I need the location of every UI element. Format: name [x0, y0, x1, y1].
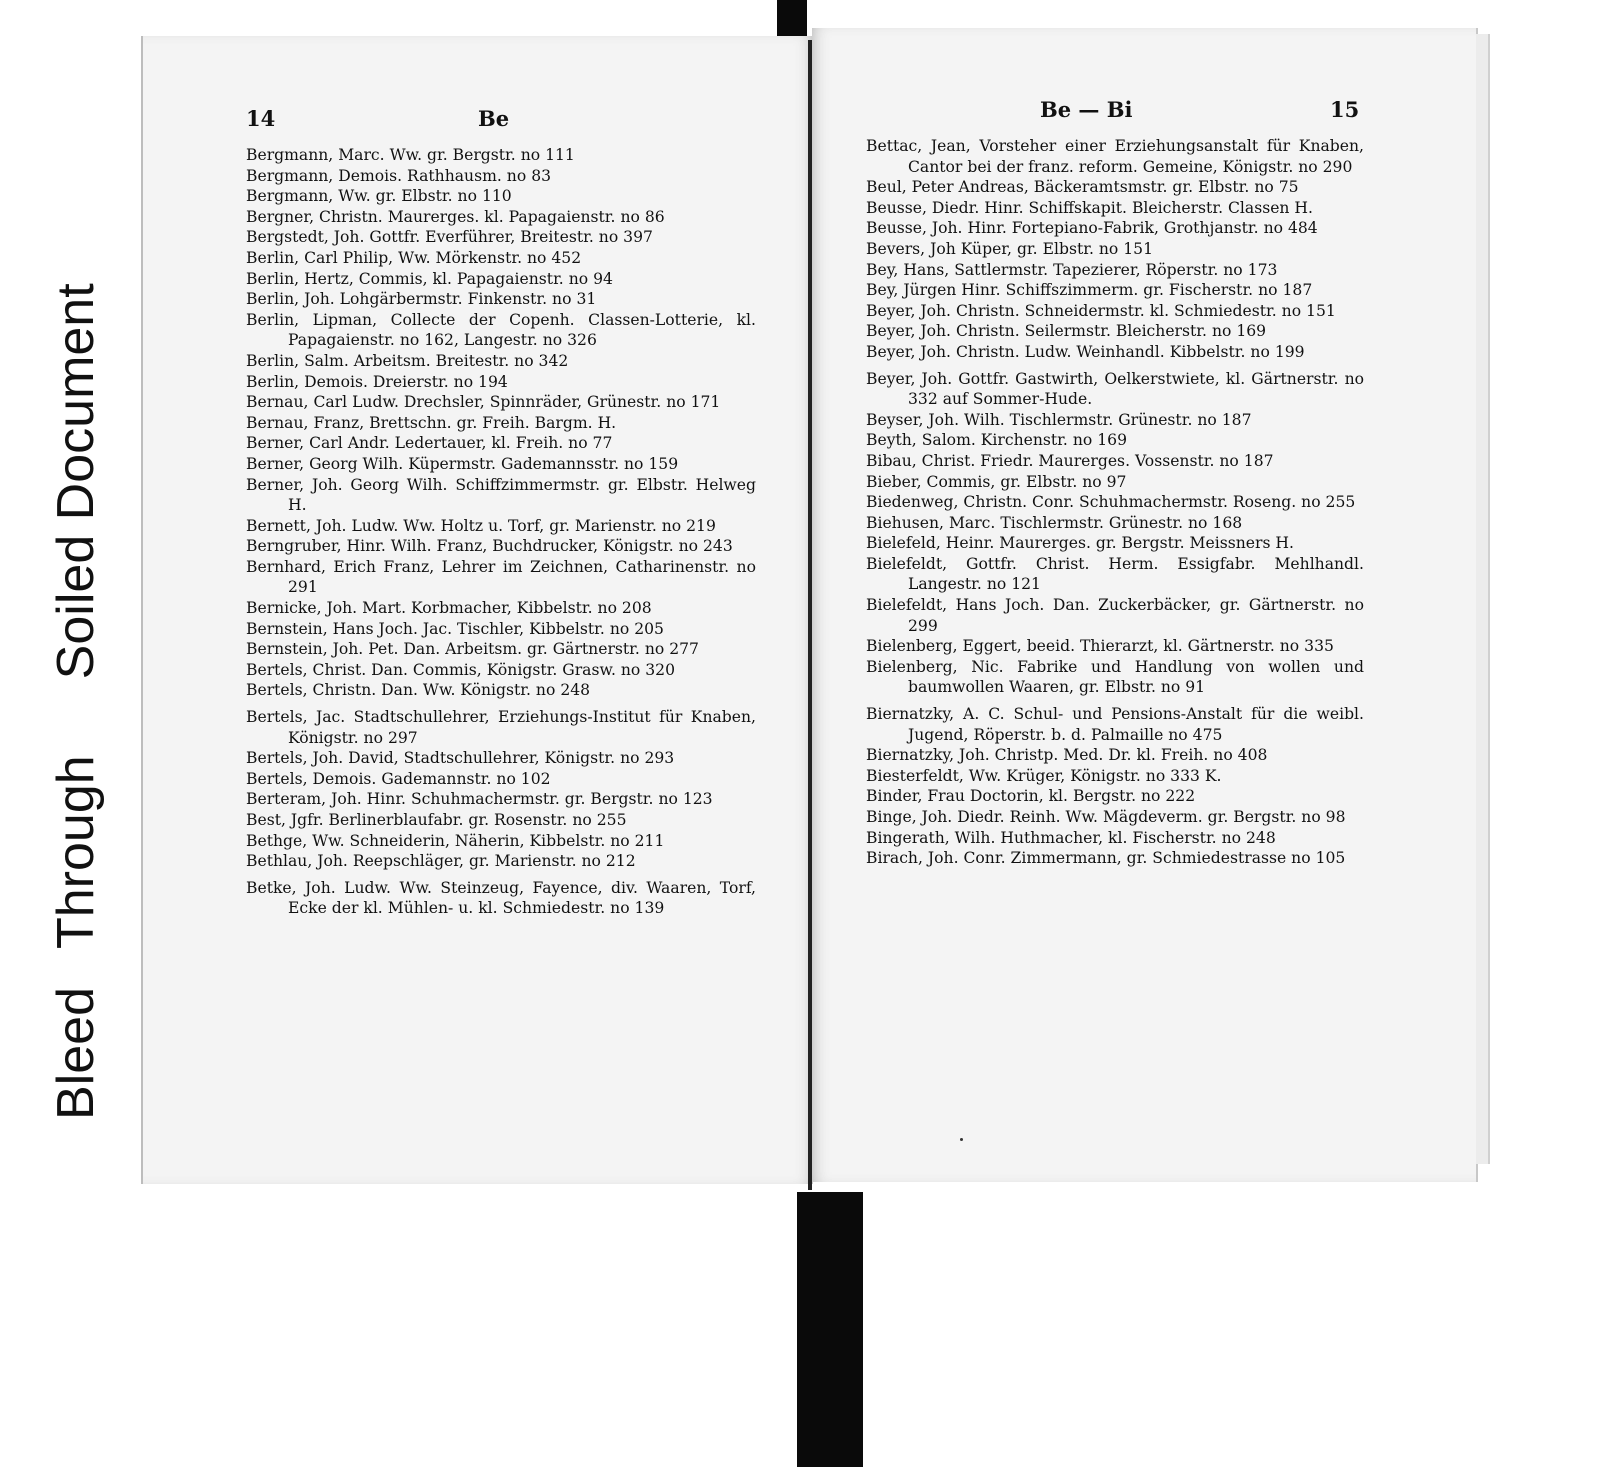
directory-entry: Berteram, Joh. Hinr. Schuhmachermstr. gr. Bergstr. no 123	[246, 790, 713, 809]
directory-entry: Bergstedt, Joh. Gottfr. Everführer, Breitestr. no 397	[246, 228, 653, 247]
paper-speck	[960, 1138, 963, 1141]
directory-entry: Berlin, Demois. Dreierstr. no 194	[246, 372, 508, 391]
directory-entry: Binge, Joh. Diedr. Reinh. Ww. Mägdeverm. gr. Bergstr. no 98	[866, 808, 1346, 826]
directory-entry: Bernhard, Erich Franz, Lehrer im Zeichnen, Catharinenstr. no 291	[246, 557, 756, 597]
directory-entry: Bingerath, Wilh. Huthmacher, kl. Fischerstr. no 248	[866, 828, 1276, 847]
right-page-number: 15	[1330, 97, 1360, 122]
left-running-head: Be	[478, 106, 510, 131]
directory-entry: Bey, Jürgen Hinr. Schiffszimmerm. gr. Fischerstr. no 187	[866, 281, 1313, 300]
directory-entry: Birach, Joh. Conr. Zimmermann, gr. Schmiedestrasse no 105	[866, 849, 1346, 868]
directory-entry: Bieber, Commis, gr. Elbstr. no 97	[866, 472, 1127, 491]
directory-entry: Biernatzky, Joh. Christp. Med. Dr. kl. Freih. no 408	[866, 746, 1268, 765]
directory-entry: Beul, Peter Andreas, Bäckeramtsmstr. gr. Elbstr. no 75	[866, 178, 1299, 197]
directory-entry: Biedenweg, Christn. Conr. Schuhmachermstr. Roseng. no 255	[866, 493, 1356, 512]
stamp-word-soiled-document: Soiled Document	[47, 283, 105, 680]
directory-entry: Berner, Carl Andr. Ledertauer, kl. Freih. no 77	[246, 434, 613, 453]
directory-entry: Bergmann, Demois. Rathhausm. no 83	[246, 166, 552, 185]
directory-entry: Binder, Frau Doctorin, kl. Bergstr. no 222	[866, 787, 1196, 806]
directory-entry: Bertels, Demois. Gademannstr. no 102	[246, 769, 551, 788]
directory-entry: Berlin, Carl Philip, Ww. Mörkenstr. no 452	[246, 248, 582, 267]
directory-entry: Bertels, Joh. David, Stadtschullehrer, Königstr. no 293	[246, 749, 675, 768]
directory-entry: Bernau, Franz, Brettschn. gr. Freih. Bargm. H.	[246, 413, 617, 432]
directory-entry: Beyer, Joh. Gottfr. Gastwirth, Oelkerstwiete, kl. Gärtnerstr. no 332 auf Sommer-Hude.	[866, 369, 1364, 409]
directory-entry: Berlin, Hertz, Commis, kl. Papagaienstr. no 94	[246, 269, 613, 288]
directory-entry: Berlin, Joh. Lohgärbermstr. Finkenstr. no 31	[246, 290, 597, 309]
directory-entry: Bernstein, Hans Joch. Jac. Tischler, Kibbelstr. no 205	[246, 619, 664, 638]
directory-entry: Bergmann, Ww. gr. Elbstr. no 110	[246, 187, 512, 206]
directory-entry: Berner, Joh. Georg Wilh. Schiffzimmermstr. gr. Elbstr. Helweg H.	[246, 475, 756, 515]
right-running-head: Be — Bi	[1040, 97, 1133, 122]
directory-entry: Bielefeldt, Gottfr. Christ. Herm. Essigfabr. Mehlhandl. Langestr. no 121	[866, 554, 1364, 594]
directory-entry: Bevers, Joh Küper, gr. Elbstr. no 151	[866, 239, 1154, 258]
stamp-word-through: Through	[47, 755, 105, 949]
stamp-word-bleed: Bleed	[47, 987, 105, 1120]
directory-entry: Biehusen, Marc. Tischlermstr. Grünestr. no 168	[866, 513, 1243, 532]
directory-entry: Bernett, Joh. Ludw. Ww. Holtz u. Torf, gr. Marienstr. no 219	[246, 516, 716, 535]
directory-entry: Berlin, Lipman, Collecte der Copenh. Classen-Lotterie, kl. Papagaienstr. no 162, Langestr. no 326	[246, 310, 756, 350]
directory-entry: Biesterfeldt, Ww. Krüger, Königstr. no 333 K.	[866, 766, 1222, 785]
directory-entry: Bernicke, Joh. Mart. Korbmacher, Kibbelstr. no 208	[246, 599, 652, 618]
directory-entry: Bielenberg, Nic. Fabrike und Handlung von wollen und baumwollen Waaren, gr. Elbstr. no 91	[866, 657, 1364, 697]
directory-entry: Bernstein, Joh. Pet. Dan. Arbeitsm. gr. Gärtnerstr. no 277	[246, 640, 699, 659]
directory-entry: Beyer, Joh. Christn. Ludw. Weinhandl. Kibbelstr. no 199	[866, 342, 1305, 361]
directory-entry: Biernatzky, A. C. Schul- und Pensions-Anstalt für die weibl. Jugend, Röperstr. b. d. Palmaille no 475	[866, 705, 1364, 744]
directory-entry: Beusse, Diedr. Hinr. Schiffskapit. Bleicherstr. Classen H.	[866, 198, 1313, 217]
directory-entry: Beyer, Joh. Christn. Seilermstr. Bleicherstr. no 169	[866, 322, 1267, 341]
directory-entry: Berner, Georg Wilh. Küpermstr. Gademannsstr. no 159	[246, 454, 679, 473]
directory-entry: Bey, Hans, Sattlermstr. Tapezierer, Röperstr. no 173	[866, 260, 1278, 279]
directory-entry: Bertels, Christn. Dan. Ww. Königstr. no 248	[246, 681, 591, 700]
binding-strip-bottom	[797, 1192, 863, 1467]
stamp-label	[47, 283, 105, 1120]
directory-entry: Bielefeldt, Hans Joch. Dan. Zuckerbäcker, gr. Gärtnerstr. no 299	[866, 596, 1364, 635]
directory-entry: Bergmann, Marc. Ww. gr. Bergstr. no 111	[246, 146, 575, 164]
directory-entry: Beyer, Joh. Christn. Schneidermstr. kl. Schmiedestr. no 151	[866, 301, 1336, 320]
directory-entry: Beusse, Joh. Hinr. Fortepiano-Fabrik, Grothjanstr. no 484	[866, 219, 1318, 238]
directory-entry: Bethge, Ww. Schneiderin, Näherin, Kibbelstr. no 211	[246, 831, 665, 850]
directory-entry: Berlin, Salm. Arbeitsm. Breitestr. no 342	[246, 351, 569, 370]
directory-entry: Bielefeld, Heinr. Maurerges. gr. Bergstr. Meissners H.	[866, 534, 1294, 553]
directory-entry: Bettac, Jean, Vorsteher einer Erziehungsanstalt für Knaben, Cantor bei der franz. reform. Gemeine, Königstr. no 290	[866, 137, 1364, 176]
directory-entry: Best, Jgfr. Berlinerblaufabr. gr. Rosenstr. no 255	[246, 811, 627, 829]
directory-entry: Bertels, Jac. Stadtschullehrer, Erziehungs-Institut für Knaben, Königstr. no 297	[246, 708, 756, 747]
directory-entry: Beyser, Joh. Wilh. Tischlermstr. Grünestr. no 187	[866, 410, 1252, 429]
book-spine	[808, 40, 812, 1190]
directory-entry: Bernau, Carl Ludw. Drechsler, Spinnräder, Grünestr. no 171	[246, 393, 721, 412]
directory-entry: Bielenberg, Eggert, beeid. Thierarzt, kl. Gärtnerstr. no 335	[866, 637, 1334, 656]
directory-entry: Bibau, Christ. Friedr. Maurerges. Vossenstr. no 187	[866, 451, 1274, 470]
directory-entry: Bergner, Christn. Maurerges. kl. Papagaienstr. no 86	[246, 207, 665, 226]
directory-entry: Berngruber, Hinr. Wilh. Franz, Buchdrucker, Königstr. no 243	[246, 537, 733, 556]
left-entry-list	[246, 145, 756, 919]
directory-entry: Betke, Joh. Ludw. Ww. Steinzeug, Fayence, div. Waaren, Torf, Ecke der kl. Mühlen- u. kl. Schmiedestr. no 139	[246, 878, 756, 918]
directory-entry: Bertels, Christ. Dan. Commis, Königstr. Grasw. no 320	[246, 660, 676, 679]
left-page-number: 14	[246, 106, 276, 131]
directory-entry: Bethlau, Joh. Reepschläger, gr. Marienstr. no 212	[246, 852, 636, 871]
right-entry-list	[866, 136, 1364, 869]
directory-entry: Beyth, Salom. Kirchenstr. no 169	[866, 431, 1127, 450]
